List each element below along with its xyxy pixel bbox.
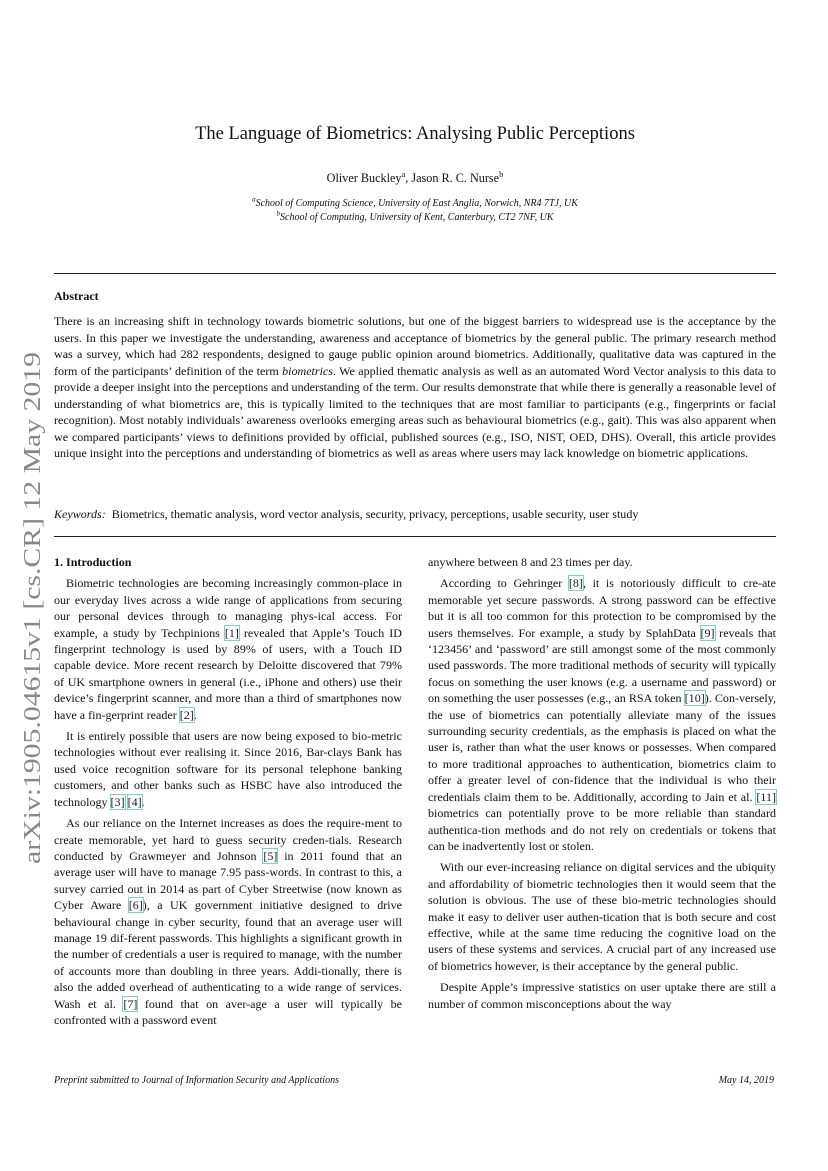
citation-link[interactable]: [10]	[684, 691, 705, 706]
text-run: anywhere between 8 and 23 times per day.	[428, 555, 633, 569]
keywords-list: Biometrics, thematic analysis, word vector analysis, security, privacy, perceptions, usable security, user study	[111, 507, 639, 521]
section-heading-introduction: 1. Introduction	[54, 555, 132, 569]
citation-link[interactable]: [11]	[756, 789, 776, 804]
citation-link[interactable]: [6]	[128, 898, 143, 913]
text-run: There is an increasing shift in technology towards biometric solutions, but one of the biggest barriers to widespread use is the acceptance by the users. In this paper we investigate the understanding, awareness and acceptance of biometrics by the general public. The primary research method was a survey, which had 282 respondents, designed to gauge public opinion around biometrics. Additionally, qualitative data was captured in the form of the participants’ definition of the term	[54, 314, 776, 378]
text-run: revealed that Apple’s Touch ID fingerprint technology is used by 89% of users, with a Touch ID capable device. More recent research by Deloitte discovered that 79% of UK smartphone owners in general (i.e., iPhone and others) use their device’s fingerprint scanner, and more than a third of smartphones now have a fin-gerprint reader	[54, 625, 403, 722]
author-list	[54, 168, 776, 186]
author-affiliation-mark: a	[401, 168, 406, 179]
citation-link[interactable]: [3]	[110, 794, 125, 809]
body-column-left	[54, 554, 402, 1033]
text-run: found that on aver-age a user will typically be confronted with a password event	[54, 996, 402, 1027]
text-run: biometrics can potentially prove to be more reliable than standard authentica-tion methods and do not rely on credentials or tokens that can be inadvertently lost or stolen.	[428, 806, 776, 853]
affiliation-mark: a	[252, 195, 256, 204]
author-name: Jason R. C. Nurse	[411, 171, 500, 185]
body-column-right	[428, 554, 776, 1017]
abstract-text	[54, 313, 776, 462]
text-run: , it is notoriously difficult to cre-ate memorable yet secure passwords. A strong password can be effective but it is all too common for this protection to be compromised by the users themselves. For example, a study by SplahData	[428, 576, 776, 640]
text-run: .	[141, 794, 145, 809]
citation-link[interactable]: [5]	[263, 848, 278, 863]
citation-link[interactable]: [9]	[700, 625, 715, 640]
citation-link[interactable]: [2]	[179, 707, 194, 722]
text-run: According to Gehringer	[440, 576, 569, 591]
text-run: ). Con-versely, the use of biometrics can potentially alleviate many of the issues surrounding security credentials, as the emphasis is placed on what the user is, rather than what the user knows or possesses. When compared to more traditional approaches to authentication, biometrics claim to offer a greater level of con-fidence that the individual is who their credentials claim them to be. Additionally, according to Jain et al.	[428, 691, 776, 804]
body-paragraph	[54, 575, 402, 723]
keywords-label: Keywords:	[54, 507, 106, 521]
text-run: It is entirely possible that users are now being exposed to bio-metric technologies without ever realising it. Since 2016, Bar-clays Bank has used voice recognition software for its personal telephone banking customers, and other banks such as HSBC have also introduced the technology	[54, 729, 402, 809]
citation-link[interactable]: [7]	[123, 996, 138, 1011]
author-affiliation-mark: b	[499, 168, 504, 179]
body-paragraph	[428, 979, 776, 1012]
header-divider	[54, 273, 776, 274]
abstract-divider	[54, 536, 776, 537]
text-run: Despite Apple’s impressive statistics on user uptake there are still a number of common misconceptions about the way	[428, 980, 776, 1011]
keywords-line	[54, 507, 776, 522]
body-paragraph	[428, 575, 776, 854]
text-run: .	[193, 707, 197, 722]
author-separator: ,	[405, 171, 412, 185]
affiliation-mark: b	[276, 209, 281, 218]
text-run: ), a UK government initiative designed to drive behavioural change in cyber security, found that an average user will manage 19 dif-ferent passwords. This highlights a significant growth in the number of credentials a user is required to manage, with the number of accounts more than doubling in three years. Addi-tionally, there is also the added overhead of authenticating to a wide range of services. Wash et al.	[54, 898, 402, 1011]
text-run: . We applied thematic analysis as well as an automated Word Vector analysis to this data to provide a deeper insight into the perceptions and understanding of the term. Our results demonstrate that while there is generally a reasonable level of understanding of what biometrics are, this is typically limited to the techniques that are most familiar to participants (e.g., fingerprints or facial recognition). Most notably individuals’ awareness overlooks emerging areas such as behavioural biometrics (e.g., gait). This was also apparent when we compared participants’ views to definitions provided by official, published sources (e.g., ISO, NIST, OED, DHS). Overall, this article provides unique insight into the perceptions and understanding of biometrics as well as areas where users may lack knowledge on biometric applications.	[54, 363, 777, 460]
body-paragraph	[54, 728, 402, 810]
body-paragraph	[54, 815, 402, 1028]
paper-title: The Language of Biometrics: Analysing Public Perceptions	[195, 124, 635, 144]
text-run: With our ever-increasing reliance on digital services and the ubiquity and affordability of biometric technologies then it would seem that the solution is obvious. The use of these bio-metric technologies should make it easy to deliver user authen-tication that is both secure and cost effective, while at the same time reducing the cognitive load on the users of these systems and services. A crucial part of any increased use of biometrics however, is their acceptance by the general public.	[428, 860, 776, 973]
text-run: in 2011 found that an average user will have to manage 7.95 pass-words. In contrast to this, a survey carried out in 2014 as part of Cyber Streetwise (now known as Cyber Aware	[54, 848, 402, 913]
body-paragraph	[428, 859, 776, 974]
footer-journal-note: Preprint submitted to Journal of Information Security and Applications	[54, 1075, 339, 1086]
author-name: Oliver Buckley	[326, 171, 402, 185]
footer-date: May 14, 2019	[718, 1075, 774, 1086]
body-paragraph	[428, 554, 776, 570]
arxiv-identifier-text: arXiv:1905.04615v1 [cs.CR] 12 May 2019	[19, 442, 46, 864]
text-run: Biometric technologies are becoming increasingly common-place in our everyday lives across a wide range of applications from securing our personal devices through to managing phys-ical access. For example, a study by Techpinions	[54, 576, 402, 640]
text-run: reveals that ‘123456’ and ‘password’ are still amongst some of the most commonly used passwords. The more traditional methods of security will typically focus on something the user knows (e.g. a username and password) or on something the user possesses (e.g., an RSA token	[428, 625, 776, 706]
citation-link[interactable]: [8]	[568, 576, 583, 591]
citation-link[interactable]: [4]	[127, 794, 142, 809]
text-run: As our reliance on the Internet increases as does the require-ment to create memorable, yet hard to guess security creden-tials. Research conducted by Grawmeyer and Johnson	[54, 816, 402, 863]
affiliation-a	[54, 195, 776, 209]
arxiv-identifier-stamp	[2, 352, 50, 864]
abstract-heading: Abstract	[54, 289, 99, 303]
affiliation-text: School of Computing, University of Kent, Canterbury, CT2 7NF, UK	[280, 212, 554, 223]
emphasized-term: biometrics	[282, 363, 333, 378]
affiliation-text: School of Computing Science, University of East Anglia, Norwich, NR4 7TJ, UK	[255, 198, 578, 209]
affiliation-b	[54, 209, 776, 223]
citation-link[interactable]: [1]	[224, 625, 239, 640]
